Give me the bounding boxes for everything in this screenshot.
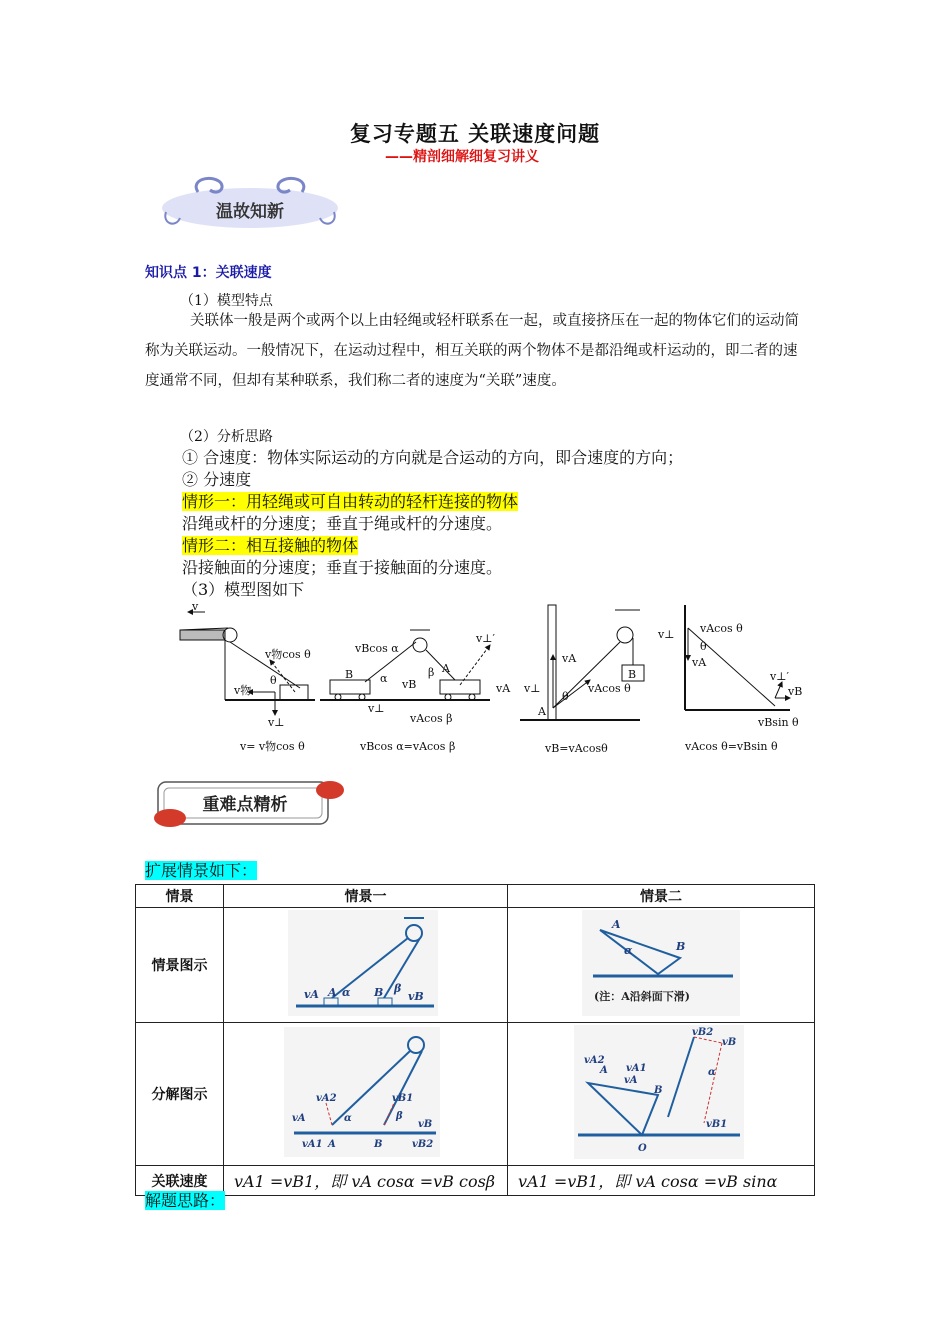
page-title: 复习专题五 关联速度问题 [349,122,601,146]
svg-text:(注：A沿斜面下滑): (注：A沿斜面下滑) [594,990,690,1003]
svg-text:B: B [374,1139,383,1150]
svg-text:B: B [676,940,686,953]
solution-heading: 解题思路： [145,1191,226,1210]
svg-text:vBcos α: vBcos α [355,642,399,655]
svg-text:θ: θ [700,640,707,653]
review-banner [160,172,340,234]
svg-text:vB1: vB1 [392,1093,414,1104]
figure-4-sliding-rod [657,605,802,753]
svg-text:vA: vA [292,1113,306,1124]
table-header-scene-2: 情景二 [508,885,815,908]
focus-banner-art [150,768,350,838]
model-figures [170,600,803,760]
svg-text:O: O [638,1143,647,1154]
scene-2-formula: vA1 =vB1，即 vA cosα =vB sinα [508,1166,815,1196]
svg-text:vAcos β: vAcos β [410,712,453,725]
case-2-description: 沿接触面的分速度；垂直于接触面的分速度。 [182,558,503,577]
svg-text:v⊥: v⊥ [658,628,675,641]
svg-text:vA: vA [496,682,511,695]
svg-text:vB1: vB1 [706,1119,728,1130]
svg-text:vAcos θ: vAcos θ [588,682,631,695]
scene-2-diagram [508,908,814,1018]
figure-3-rod-and-block [520,605,644,755]
svg-text:v⊥: v⊥ [268,716,285,729]
svg-text:B: B [654,1085,663,1096]
focus-banner [150,768,350,838]
svg-text:v⊥: v⊥ [368,702,385,715]
table-header-scene-1: 情景一 [224,885,508,908]
svg-text:vAcos θ=vBsin θ: vAcos θ=vBsin θ [685,740,778,753]
page-subtitle: ——精剖细解细复习讲义 [385,149,539,165]
svg-text:vB: vB [418,1119,433,1130]
extension-heading: 扩展情景如下： [145,861,258,880]
svg-text:A: A [328,1139,336,1150]
svg-text:vB2: vB2 [692,1027,714,1038]
svg-text:vA: vA [304,988,319,1001]
svg-text:β: β [428,666,435,679]
svg-text:vB: vB [408,990,424,1003]
scene-2-decomposition-cell [508,1023,815,1166]
svg-text:β: β [394,982,402,995]
svg-text:α: α [708,1067,716,1078]
case-1-description: 沿绳或杆的分速度；垂直于绳或杆的分速度。 [182,514,503,533]
svg-text:vB=vAcosθ: vB=vAcosθ [545,742,608,755]
svg-text:α: α [344,1113,352,1124]
svg-text:vBcos α=vAcos β: vBcos α=vAcos β [360,740,456,753]
section-1-title: （1）模型特点 [180,293,273,309]
svg-text:v物cos θ: v物cos θ [265,648,311,661]
svg-text:A: A [612,918,621,931]
svg-text:v物: v物 [234,684,252,697]
svg-text:vB: vB [722,1037,737,1048]
row-label-decomposition: 分解图示 [136,1023,224,1166]
case-1-highlight: 情形一：用轻绳或可自由转动的轻杆连接的物体 [182,492,519,511]
svg-text:α: α [624,944,633,957]
row-label-related-velocity: 关联速度 [136,1166,224,1196]
scene-1-decomposition [224,1023,507,1161]
scene-1-formula: vA1 =vB1，即 vA cosα =vB cosβ [224,1166,508,1196]
svg-text:v⊥′: v⊥′ [770,670,790,683]
svg-text:α: α [380,672,388,685]
figure-2-two-carts [320,630,511,753]
svg-text:vB: vB [788,685,803,698]
item-1: ① 合速度：物体实际运动的方向就是合运动的方向，即合速度的方向； [182,448,684,467]
svg-text:vA1: vA1 [626,1063,647,1074]
svg-text:A: A [600,1065,608,1076]
svg-text:α: α [342,986,351,999]
svg-text:β: β [396,1111,403,1122]
section-2-title: （2）分析思路 [180,429,273,445]
svg-text:重难点精析: 重难点精析 [202,795,288,815]
review-banner-art [160,172,340,234]
scene-1-diagram-cell [224,908,508,1023]
row-label-scene-diagram: 情景图示 [136,908,224,1023]
case-2-highlight: 情形二：相互接触的物体 [182,536,359,555]
svg-text:vB2: vB2 [412,1139,434,1150]
table-header-scene: 情景 [136,885,224,908]
svg-text:θ: θ [562,690,569,703]
svg-text:vA: vA [692,656,707,669]
svg-text:vA: vA [562,652,577,665]
svg-text:vA: vA [624,1075,638,1086]
section-1-body: 关联体一般是两个或两个以上由轻绳或轻杆联系在一起，或直接挤压在一起的物体它们的运动简称为关联运动。一般情况下，在运动过程中，相互关联的两个物体不是都沿绳或杆运动的，即二者的速度通常不同，但却有某种联系，我们称二者的速度为“关联”速度。 [145,313,799,389]
scene-2-decomposition [508,1023,814,1161]
svg-text:v: v [192,600,199,613]
extension-table [135,884,815,1196]
svg-text:vA1: vA1 [302,1139,323,1150]
svg-text:温故知新: 温故知新 [216,202,284,222]
scene-1-decomposition-cell [224,1023,508,1166]
svg-text:A: A [538,705,546,718]
item-2: ② 分速度 [182,470,252,489]
scene-1-diagram [224,908,507,1018]
svg-text:B: B [628,668,637,681]
svg-text:vB: vB [402,678,417,691]
svg-text:B: B [345,668,354,681]
svg-text:θ: θ [270,674,277,687]
section-3-title: （3）模型图如下 [182,580,305,599]
svg-text:vA2: vA2 [584,1055,605,1066]
svg-text:v⊥: v⊥ [524,682,541,695]
svg-text:vA2: vA2 [316,1093,337,1104]
figure-1-rope-over-pulley [180,600,315,753]
scene-2-diagram-cell [508,908,815,1023]
svg-text:A: A [442,662,450,675]
svg-text:vBsin θ: vBsin θ [758,716,799,729]
svg-text:v= v物cos θ: v= v物cos θ [240,740,305,753]
svg-text:B: B [374,986,384,999]
svg-text:vAcos θ: vAcos θ [700,622,743,635]
knowledge-heading: 知识点 1：关联速度 [145,265,272,281]
svg-text:A: A [328,986,337,999]
svg-text:v⊥′: v⊥′ [476,632,496,645]
